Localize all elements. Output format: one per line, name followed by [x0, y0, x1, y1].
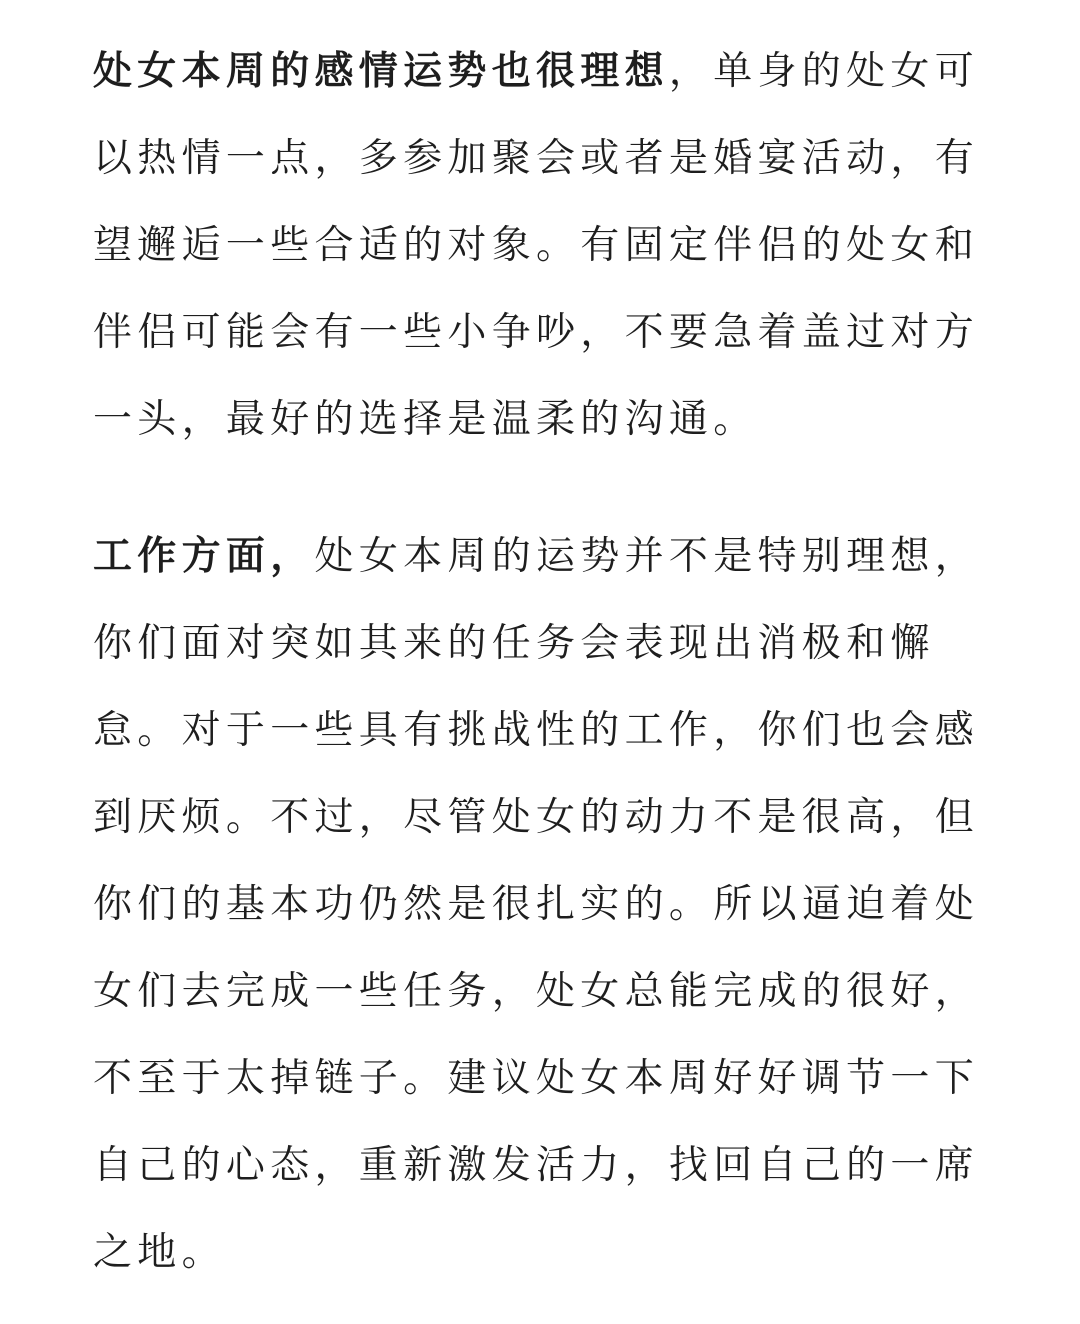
paragraph-love-fortune: [93, 28, 993, 463]
paragraph-text-love: ，单身的处女可以热情一点，多参加聚会或者是婚宴活动，有望邂逅一些合适的对象。有固定伴侣的处女和伴侣可能会有一些小争吵，不要急着盖过对方一头，最好的选择是温柔的沟通。: [93, 49, 980, 442]
paragraph-text-work: 处女本周的运势并不是特别理想，你们面对突如其来的任务会表现出消极和懈怠。对于一些具有挑战性的工作，你们也会感到厌烦。不过，尽管处女的动力不是很高，但你们的基本功仍然是很扎实的。所以逼迫着处女们去完成一些任务，处女总能完成的很好，不至于太掉链子。建议处女本周好好调节一下自己的心态，重新激发活力，找回自己的一席之地。: [93, 534, 980, 1275]
paragraph-lead-work: 工作方面，: [93, 534, 315, 579]
paragraph-work-fortune: [93, 513, 993, 1296]
paragraph-lead-love: 处女本周的感情运势也很理想: [93, 49, 669, 94]
article-body: [93, 28, 993, 1296]
